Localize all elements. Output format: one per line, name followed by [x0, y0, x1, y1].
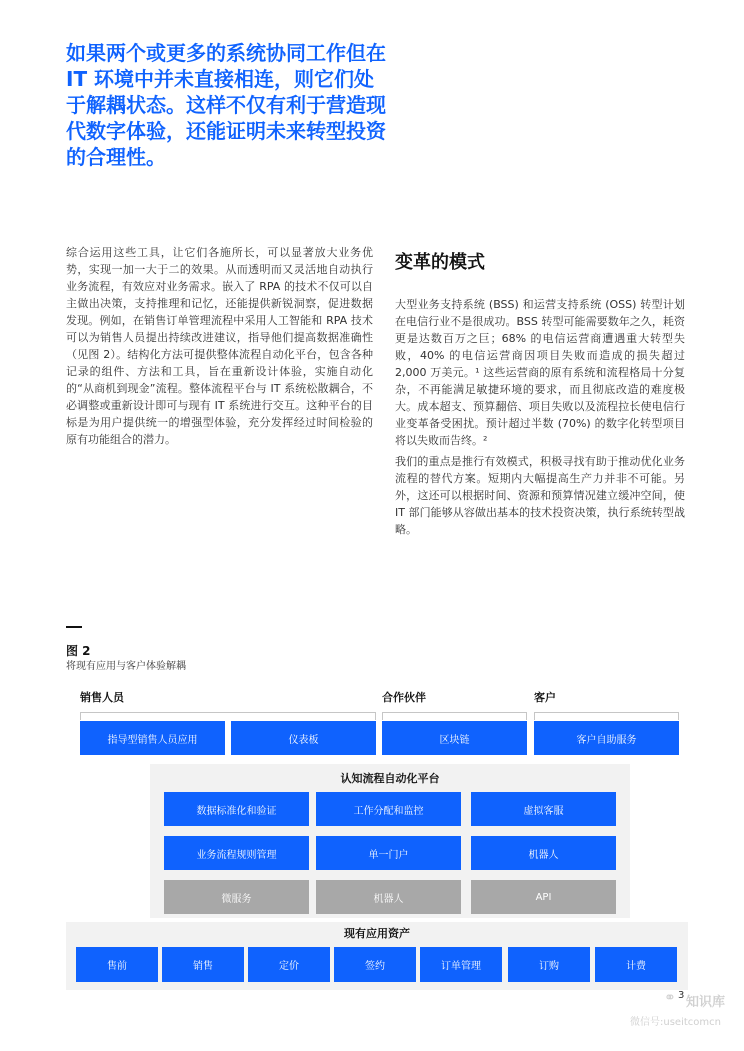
- platform-box-virtual-agent: 虚拟客服: [471, 792, 616, 826]
- wechat-icon: ⚭: [664, 990, 676, 1006]
- gray-box-robots: 机器人: [316, 880, 461, 914]
- page-number: 3: [678, 990, 685, 1001]
- asset-box-presales: 售前: [76, 947, 158, 982]
- section-heading: 变革的模式: [395, 252, 485, 273]
- platform-box-data-standardization: 数据标准化和验证: [164, 792, 309, 826]
- platform-box-work-allocation: 工作分配和监控: [316, 792, 461, 826]
- platform-box-rules-management: 业务流程规则管理: [164, 836, 309, 870]
- asset-box-pricing: 定价: [248, 947, 330, 982]
- body-paragraph-right-1: 大型业务支持系统 (BSS) 和运营支持系统 (OSS) 转型计划在电信行业不是很成功。BSS 转型可能需要数年之久，耗资更是达数百万之巨；68% 的电信运营商遭遇重大转型失败，40% 的电信运营商因项目失败而造成的损失超过 2,000 万美元。¹ 这些运营商的原有系统和流程格局十分复杂，不再能满足敏捷环境的要求，而且彻底改造的难度极大。成本超支、预算翻倍、项目失败以及流程拉长使电信行业变革备受困扰。预计超过半数 (70%) 的数字化转型项目将以失败而告终。²: [395, 298, 685, 447]
- bracket-customer: [534, 712, 679, 720]
- asset-box-billing: 计费: [595, 947, 677, 982]
- asset-box-ordering: 订购: [508, 947, 590, 982]
- pull-quote: 如果两个或更多的系统协同工作但在IT 环境中并未直接相连，则它们处于解耦状态。这样不仅有利于营造现代数字体验，还能证明未来转型投资的合理性。: [66, 41, 386, 169]
- role-label-sales: 销售人员: [80, 691, 124, 704]
- bracket-sales: [80, 712, 376, 720]
- body-paragraph-right-2: 我们的重点是推行有效模式，积极寻找有助于推动优化业务流程的替代方案。短期内大幅提高生产力并非不可能。另外，这还可以根据时间、资源和预算情况建立缓冲空间，使 IT 部门能够从容做出基本的技术投资决策，执行系统转型战略。: [395, 455, 685, 536]
- platform-box-bots: 机器人: [471, 836, 616, 870]
- app-box-guided-sales: 指导型销售人员应用: [80, 721, 225, 755]
- assets-title: 现有应用资产: [344, 927, 410, 940]
- figure-rule: [66, 626, 82, 628]
- app-box-dashboard: 仪表板: [231, 721, 376, 755]
- platform-title: 认知流程自动化平台: [340, 772, 440, 785]
- app-box-blockchain: 区块链: [382, 721, 527, 755]
- gray-box-microservices: 微服务: [164, 880, 309, 914]
- figure-title: 图 2: [66, 644, 91, 658]
- watermark-url: 微信号:useitcomcn: [630, 1017, 721, 1028]
- body-paragraph-left: 综合运用这些工具，让它们各施所长，可以显著放大业务优势，实现一加一大于二的效果。从而透明而又灵活地自动执行业务流程，有效应对业务需求。嵌入了 RPA 的技术不仅可以自主做出决策，支持推理和记忆，还能提供新锐洞察，促进数据发现。例如，在销售订单管理流程中采用人工智能和 RPA 技术可以为销售人员提出持续改进建议，指导他们提高数据准确性（见图 2）。结构化方法可提供整体流程自动化平台，包含各种记录的组件、方法和工具，旨在重新设计体验，实施自动化的“从商机到现金”流程。整体流程平台与 IT 系统松散耦合，不必调整或重新设计即可与现有 IT 系统进行交互。这种平台的目标是为用户提供统一的增强型体验，充分发挥经过时间检验的原有功能组合的潜力。: [66, 246, 373, 446]
- role-label-partner: 合作伙伴: [382, 691, 426, 704]
- watermark-name: 知识库: [686, 995, 726, 1010]
- figure-caption: 将现有应用与客户体验解耦: [66, 661, 186, 672]
- asset-box-contracting: 签约: [334, 947, 416, 982]
- platform-box-single-portal: 单一门户: [316, 836, 461, 870]
- app-box-self-service: 客户自助服务: [534, 721, 679, 755]
- bracket-partner: [382, 712, 527, 720]
- asset-box-order-management: 订单管理: [420, 947, 502, 982]
- role-label-customer: 客户: [534, 691, 556, 704]
- gray-box-api: API: [471, 880, 616, 914]
- asset-box-sales: 销售: [162, 947, 244, 982]
